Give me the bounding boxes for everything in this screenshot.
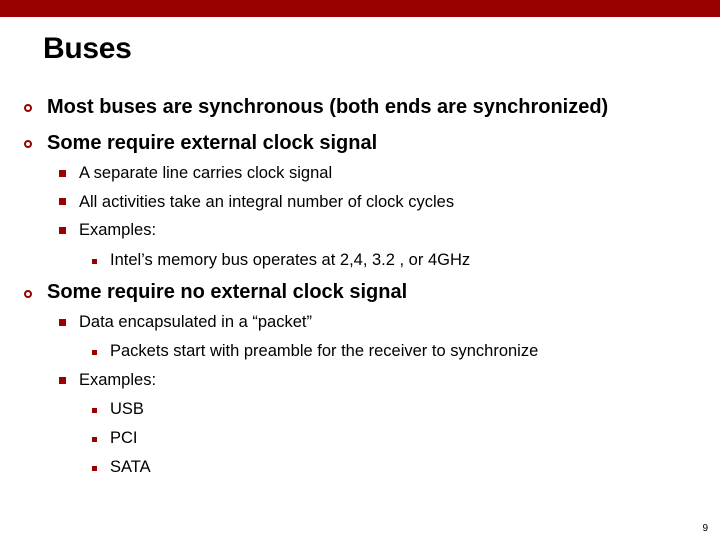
square-bullet-icon — [92, 259, 97, 264]
sub-bullet-examples-2: Examples: — [79, 371, 157, 389]
bullet-no-external-clock: Some require no external clock signal — [47, 281, 408, 303]
slide-title: Buses — [43, 32, 132, 65]
sub-bullet-separate-line: A separate line carries clock signal — [79, 164, 333, 182]
example-usb: USB — [110, 400, 144, 418]
square-bullet-icon — [59, 170, 66, 177]
sub-bullet-packet: Data encapsulated in a “packet” — [79, 313, 312, 331]
sub-sub-bullet-intel-bus: Intel’s memory bus operates at 2,4, 3.2 , or 4GHz — [110, 251, 471, 269]
square-bullet-icon — [59, 319, 66, 326]
sub-bullet-integral-cycles: All activities take an integral number of clock cycles — [79, 193, 455, 211]
ring-bullet-icon — [24, 140, 32, 148]
ring-bullet-icon — [24, 104, 32, 112]
header-bar — [0, 0, 720, 17]
bullet-external-clock: Some require external clock signal — [47, 132, 378, 154]
example-pci: PCI — [110, 429, 138, 447]
sub-bullet-examples: Examples: — [79, 221, 157, 239]
square-bullet-icon — [92, 408, 97, 413]
square-bullet-icon — [92, 466, 97, 471]
page-number: 9 — [702, 523, 708, 534]
ring-bullet-icon — [24, 290, 32, 298]
example-sata: SATA — [110, 458, 151, 476]
square-bullet-icon — [59, 227, 66, 234]
bullet-synchronous: Most buses are synchronous (both ends are synchronized) — [47, 96, 609, 118]
square-bullet-icon — [59, 377, 66, 384]
square-bullet-icon — [92, 350, 97, 355]
sub-sub-bullet-preamble: Packets start with preamble for the receiver to synchronize — [110, 342, 539, 360]
square-bullet-icon — [92, 437, 97, 442]
square-bullet-icon — [59, 198, 66, 205]
